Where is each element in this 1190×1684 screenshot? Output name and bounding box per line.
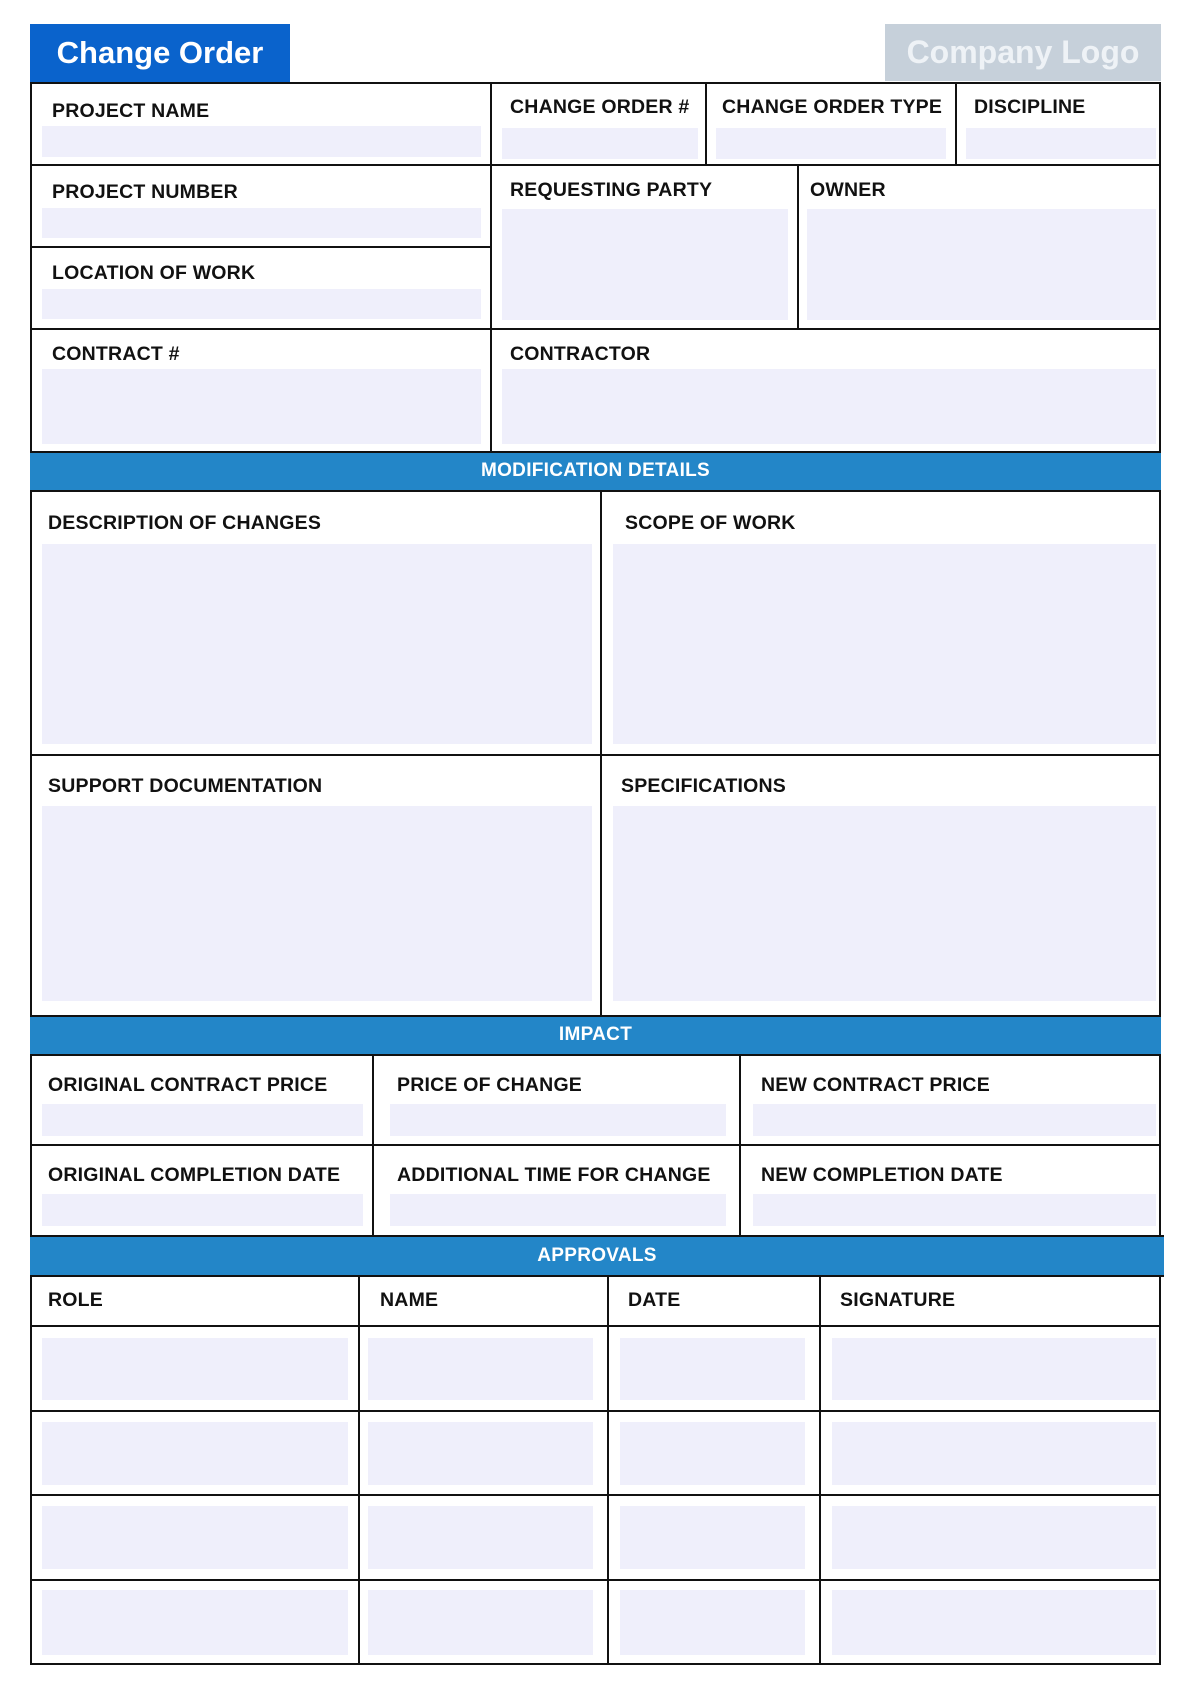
change-order-number-field[interactable] (502, 128, 698, 159)
divider (30, 1494, 1161, 1496)
approval-signature-field[interactable] (832, 1506, 1156, 1569)
approval-name-field[interactable] (368, 1506, 593, 1569)
requesting-party-field[interactable] (502, 209, 788, 320)
new-completion-date-label: NEW COMPLETION DATE (761, 1164, 1003, 1186)
approvals-heading: APPROVALS (30, 1235, 1164, 1276)
document-title: Change Order (30, 24, 290, 82)
divider (30, 1015, 1161, 1017)
approval-role-field[interactable] (42, 1590, 348, 1655)
divider (358, 1275, 360, 1665)
project-number-label: PROJECT NUMBER (52, 181, 238, 203)
column-header-signature: SIGNATURE (840, 1289, 956, 1311)
support-documentation-field[interactable] (42, 806, 592, 1001)
requesting-party-label: REQUESTING PARTY (510, 179, 713, 201)
new-contract-price-label: NEW CONTRACT PRICE (761, 1074, 990, 1096)
approval-date-field[interactable] (620, 1422, 805, 1485)
change-order-type-field[interactable] (716, 128, 946, 159)
divider (30, 1054, 1161, 1056)
approval-role-field[interactable] (42, 1422, 348, 1485)
discipline-field[interactable] (966, 128, 1156, 159)
approval-signature-field[interactable] (832, 1338, 1156, 1400)
additional-time-field[interactable] (390, 1194, 726, 1226)
divider (705, 82, 707, 165)
divider (30, 246, 491, 248)
divider (30, 754, 1161, 756)
divider (30, 490, 1161, 492)
owner-label: OWNER (810, 179, 886, 201)
scope-of-work-label: SCOPE OF WORK (625, 512, 796, 534)
divider (30, 1235, 1164, 1237)
approval-date-field[interactable] (620, 1506, 805, 1569)
contract-number-label: CONTRACT # (52, 343, 180, 365)
approval-date-field[interactable] (620, 1338, 805, 1400)
original-completion-date-label: ORIGINAL COMPLETION DATE (48, 1164, 341, 1186)
original-contract-price-field[interactable] (42, 1104, 363, 1136)
column-header-name: NAME (380, 1289, 439, 1311)
description-of-changes-label: DESCRIPTION OF CHANGES (48, 512, 322, 534)
divider (819, 1275, 821, 1665)
new-contract-price-field[interactable] (753, 1104, 1156, 1136)
divider (607, 1275, 609, 1665)
new-completion-date-field[interactable] (753, 1194, 1156, 1226)
approval-name-field[interactable] (368, 1422, 593, 1485)
discipline-label: DISCIPLINE (974, 96, 1086, 118)
original-completion-date-field[interactable] (42, 1194, 363, 1226)
price-of-change-label: PRICE OF CHANGE (397, 1074, 583, 1096)
project-number-field[interactable] (42, 208, 481, 238)
contract-number-field[interactable] (42, 369, 481, 444)
divider (30, 1275, 1164, 1277)
company-logo-placeholder[interactable]: Company Logo (885, 24, 1161, 81)
divider (30, 1579, 1161, 1581)
approval-role-field[interactable] (42, 1506, 348, 1569)
column-header-role: ROLE (48, 1289, 103, 1311)
divider (30, 1410, 1161, 1412)
change-order-type-label: CHANGE ORDER TYPE (722, 96, 943, 118)
approval-signature-field[interactable] (832, 1422, 1156, 1485)
owner-field[interactable] (807, 209, 1156, 320)
location-of-work-field[interactable] (42, 289, 481, 319)
divider (30, 328, 1161, 330)
project-name-field[interactable] (42, 126, 481, 157)
approval-name-field[interactable] (368, 1338, 593, 1400)
location-of-work-label: LOCATION OF WORK (52, 262, 256, 284)
impact-heading: IMPACT (30, 1015, 1161, 1055)
approval-role-field[interactable] (42, 1338, 348, 1400)
divider (490, 82, 492, 452)
modification-details-heading: MODIFICATION DETAILS (30, 451, 1161, 491)
divider (955, 82, 957, 165)
divider (30, 451, 1161, 453)
approval-date-field[interactable] (620, 1590, 805, 1655)
additional-time-label: ADDITIONAL TIME FOR CHANGE (397, 1164, 711, 1186)
divider (797, 164, 799, 329)
contractor-label: CONTRACTOR (510, 343, 651, 365)
specifications-label: SPECIFICATIONS (621, 775, 786, 797)
specifications-field[interactable] (613, 806, 1156, 1001)
divider (30, 1325, 1161, 1327)
description-of-changes-field[interactable] (42, 544, 592, 744)
contractor-field[interactable] (502, 369, 1156, 444)
divider (30, 164, 1161, 166)
project-name-label: PROJECT NAME (52, 100, 210, 122)
scope-of-work-field[interactable] (613, 544, 1156, 744)
approval-signature-field[interactable] (832, 1590, 1156, 1655)
approval-name-field[interactable] (368, 1590, 593, 1655)
price-of-change-field[interactable] (390, 1104, 726, 1136)
column-header-date: DATE (628, 1289, 681, 1311)
divider (30, 1144, 1161, 1146)
change-order-number-label: CHANGE ORDER # (510, 96, 690, 118)
original-contract-price-label: ORIGINAL CONTRACT PRICE (48, 1074, 328, 1096)
support-documentation-label: SUPPORT DOCUMENTATION (48, 775, 323, 797)
